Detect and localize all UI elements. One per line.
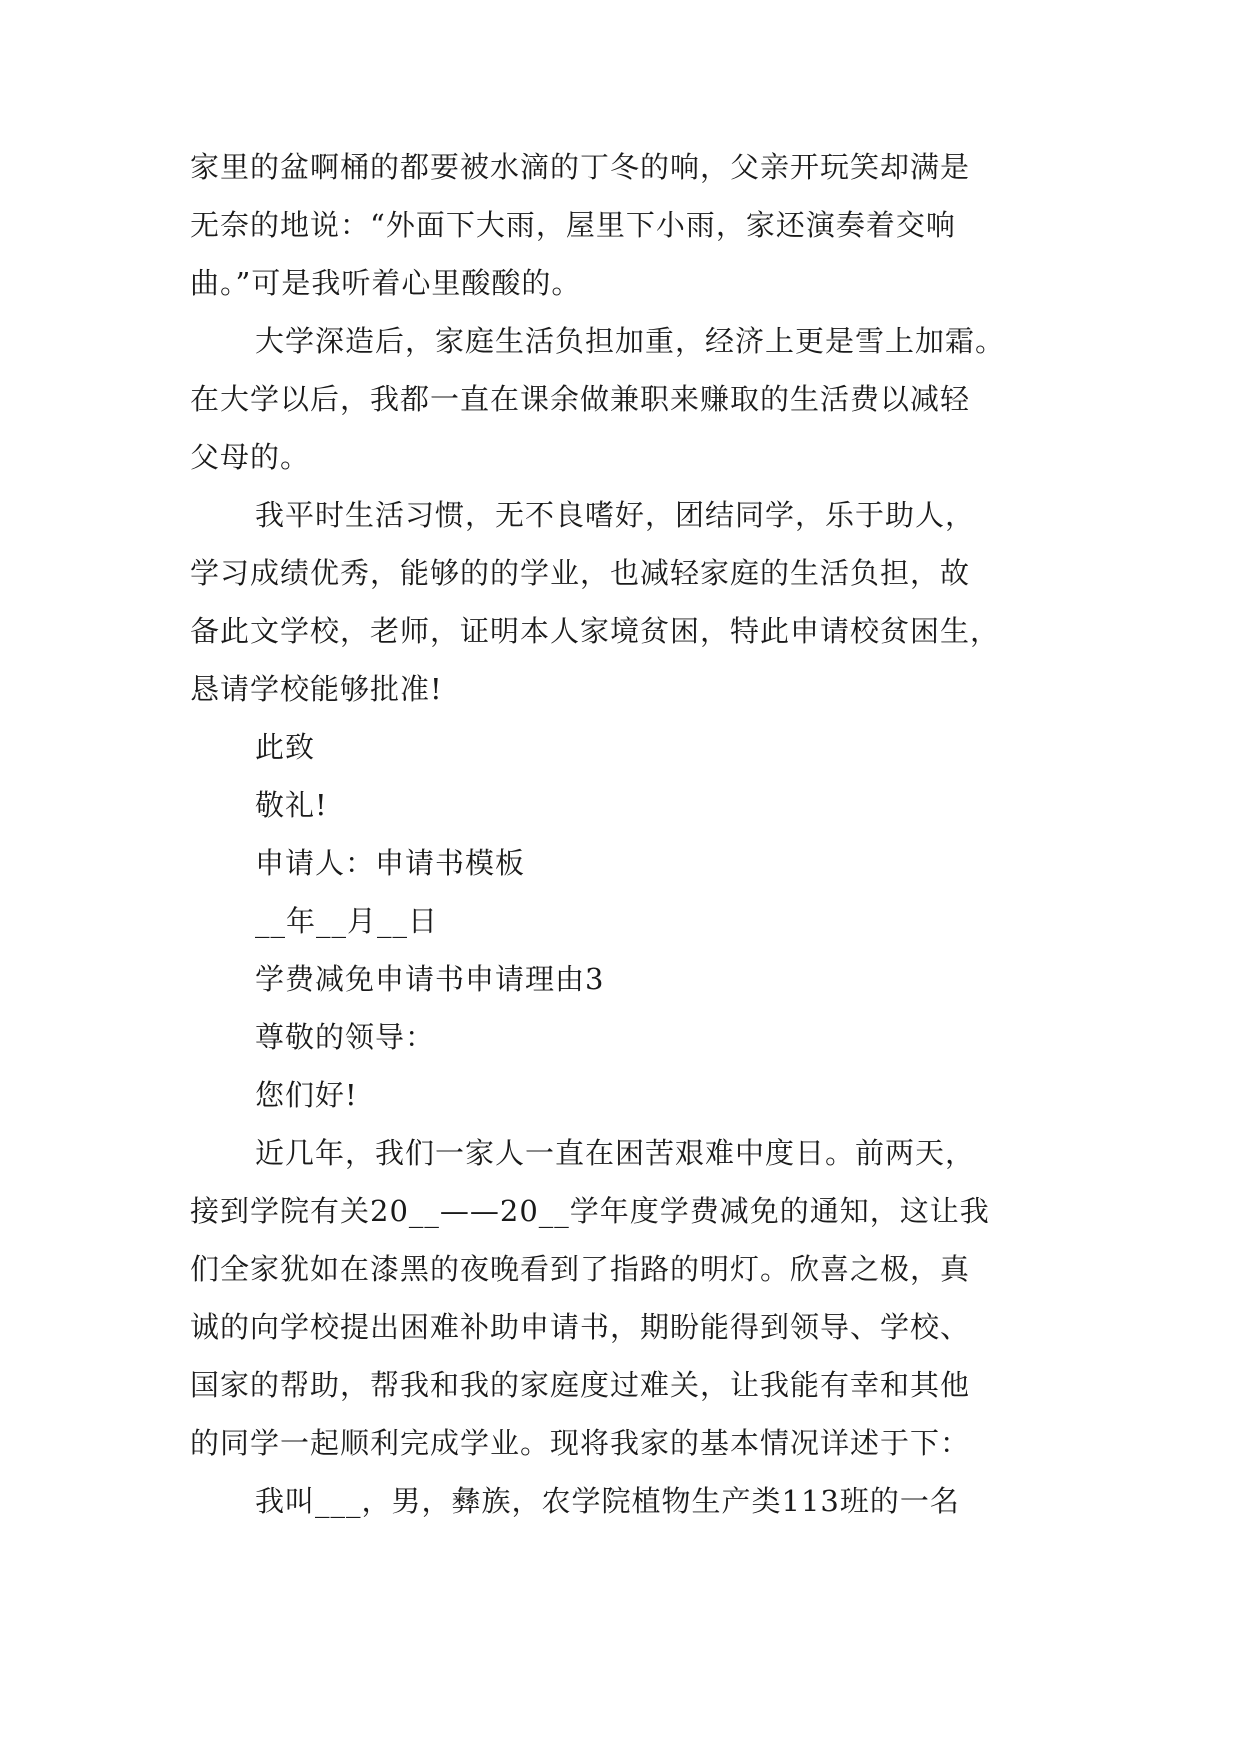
text-line: 接到学院有关20__——20__学年度学费减免的通知，这让我 — [190, 1194, 990, 1228]
text-line: 备此文学校，老师，证明本人家境贫困，特此申请校贫困生， — [190, 614, 1001, 648]
section-heading: 学费减免申请书申请理由3 — [255, 962, 605, 996]
text-line: 们全家犹如在漆黑的夜晚看到了指路的明灯。欣喜之极，真 — [190, 1252, 971, 1286]
greeting-line: 您们好! — [255, 1078, 358, 1112]
text-line: 诚的向学校提出困难补助申请书，期盼能得到领导、学校、 — [190, 1310, 971, 1344]
text-line: 学习成绩优秀，能够的的学业，也减轻家庭的生活负担，故 — [190, 556, 971, 590]
text-line: 的同学一起顺利完成学业。现将我家的基本情况详述于下： — [190, 1426, 971, 1460]
greeting: 尊敬的领导： — [255, 1020, 436, 1054]
text-line: 在大学以后，我都一直在课余做兼职来赚取的生活费以减轻 — [190, 382, 971, 416]
text-line: 无奈的地说：“外面下大雨，屋里下小雨，家还演奏着交响 — [190, 208, 956, 242]
paragraph-start: 我平时生活习惯，无不良嗜好，团结同学，乐于助人， — [255, 498, 976, 532]
applicant-line: 申请人：申请书模板 — [255, 846, 526, 880]
paragraph-start: 近几年，我们一家人一直在困苦艰难中度日。前两天， — [255, 1136, 976, 1170]
text-line: 国家的帮助，帮我和我的家庭度过难关，让我能有幸和其他 — [190, 1368, 971, 1402]
text-line: 家里的盆啊桶的都要被水滴的丁冬的响，父亲开玩笑却满是 — [190, 150, 971, 184]
text-line: 恳请学校能够批准! — [190, 672, 443, 706]
text-line: 曲。”可是我听着心里酸酸的。 — [190, 266, 582, 300]
closing-regards: 敬礼! — [255, 788, 328, 822]
paragraph-start: 大学深造后，家庭生活负担加重，经济上更是雪上加霜。 — [255, 324, 1006, 358]
text-line: 父母的。 — [190, 440, 311, 474]
paragraph-start: 我叫___，男，彝族，农学院植物生产类113班的一名 — [255, 1484, 960, 1518]
closing-salutation: 此致 — [255, 730, 316, 764]
date-line: __年__月__日 — [255, 904, 439, 938]
